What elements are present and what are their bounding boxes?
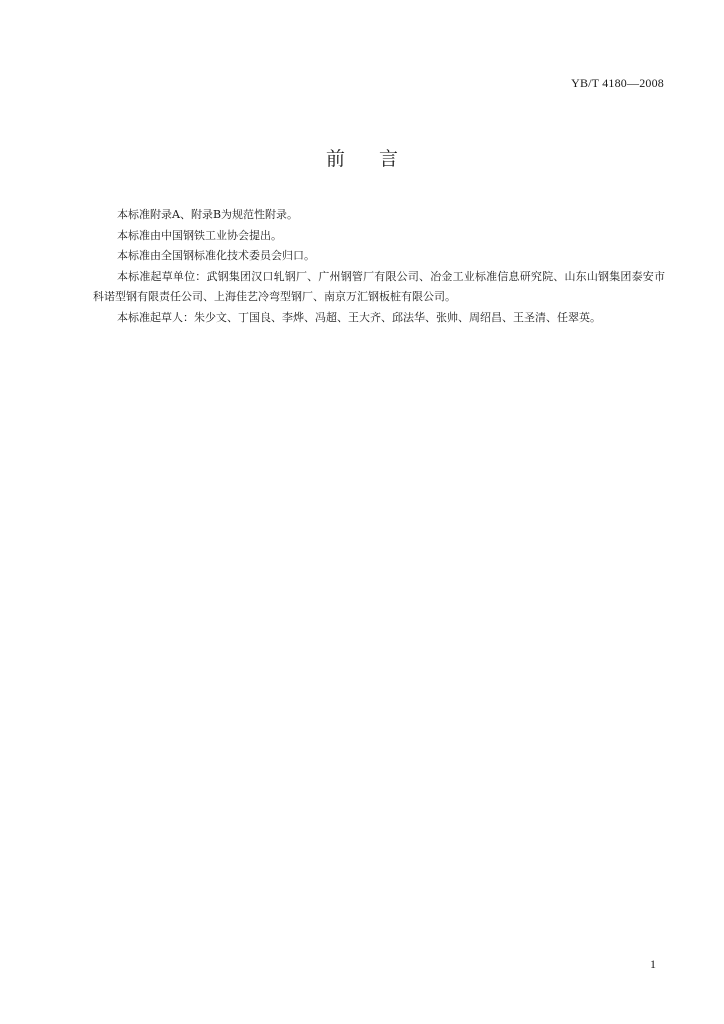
preface-body — [93, 205, 665, 328]
paragraph-annex-note: 本标准附录A、附录B为规范性附录。 — [117, 208, 299, 221]
paragraph-proposer: 本标准由中国钢铁工业协会提出。 — [117, 228, 282, 242]
paragraph-committee: 本标准由全国钢标准化技术委员会归口。 — [117, 249, 315, 262]
paragraph-drafting-units: 本标准起草单位：武钢集团汉口轧钢厂、广州钢管厂有限公司、冶金工业标准信息研究院、山东山钢集团泰安市科诺型钢有限责任公司、上海佳艺冷弯型钢厂、南京万汇钢板桩有限公司。 — [93, 269, 665, 303]
page-number: 1 — [650, 957, 656, 971]
page-title: 前言 — [325, 148, 432, 170]
paragraph-drafters: 本标准起草人：朱少文、丁国良、李烨、冯超、王大齐、邱法华、张帅、周绍昌、王圣清、任翠英。 — [117, 310, 601, 324]
document-code: YB/T 4180—2008 — [571, 76, 664, 90]
